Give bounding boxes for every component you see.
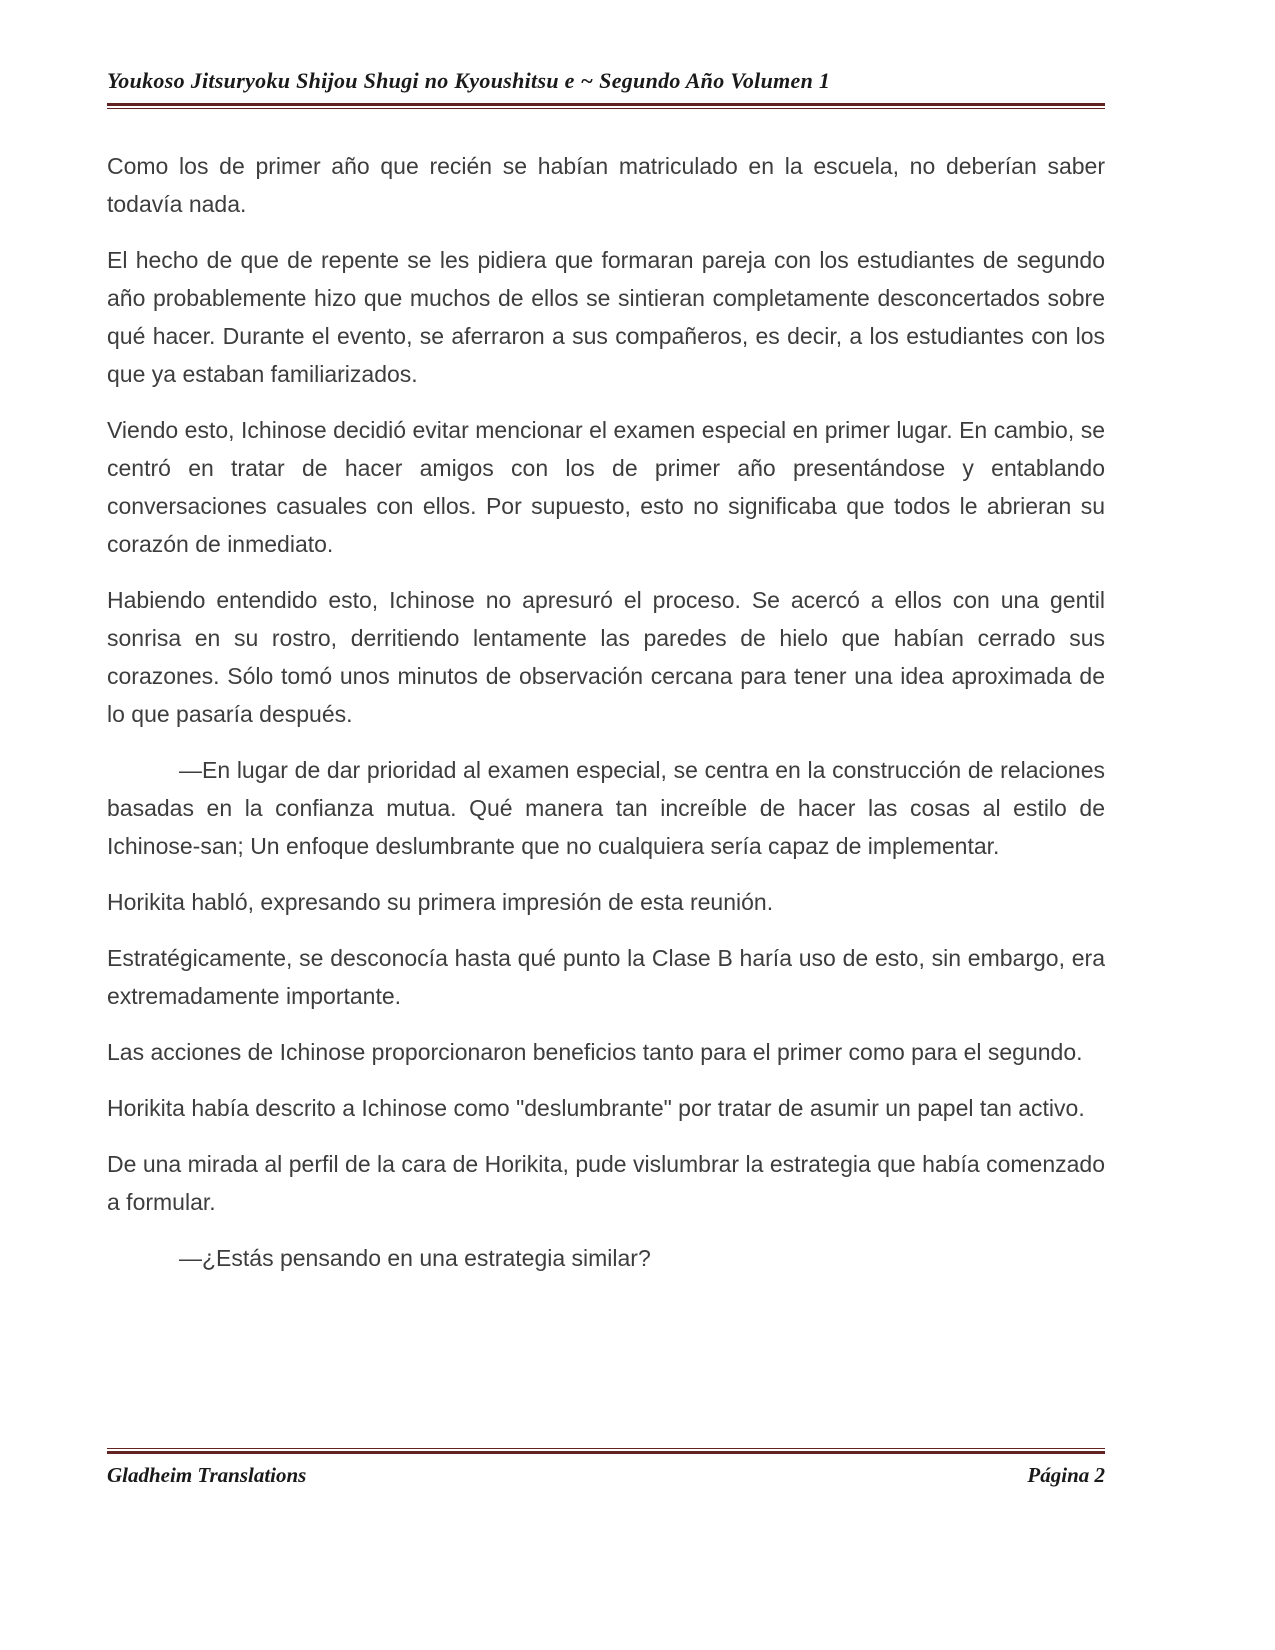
page-header [107, 68, 1105, 109]
paragraph-9: Horikita había descrito a Ichinose como "deslumbrante" por tratar de asumir un papel tan activo. [107, 1095, 1085, 1121]
footer-translator-credit: Gladheim Translations [107, 1463, 307, 1487]
page-footer [107, 1448, 1105, 1488]
footer-rule-divider [107, 1448, 1105, 1454]
paragraph-3: Viendo esto, Ichinose decidió evitar mencionar el examen especial en primer lugar. En cambio, se centró en tratar de hacer amigos con los de primer año presentándose y entablando conversaciones casuales con ellos. Por supuesto, esto no significaba que todos le abrieran su corazón de inmediato. [107, 417, 1105, 557]
document-body [107, 147, 1105, 1277]
paragraph-2: El hecho de que de repente se les pidiera que formaran pareja con los estudiantes de segundo año probablemente hizo que muchos de ellos se sintieran completamente desconcertados sobre qué hacer. Durante el evento, se aferraron a sus compañeros, es decir, a los estudiantes con los que ya estaban familiarizados. [107, 247, 1105, 387]
paragraph-5-dialogue: —En lugar de dar prioridad al examen especial, se centra en la construcción de relaciones basadas en la confianza mutua. Qué manera tan increíble de hacer las cosas al estilo de Ichinose-san; Un enfoque deslumbrante que no cualquiera sería capaz de implementar. [107, 757, 1105, 859]
header-title: Youkoso Jitsuryoku Shijou Shugi no Kyoushitsu e ~ Segundo Año Volumen 1 [107, 68, 831, 93]
paragraph-8: Las acciones de Ichinose proporcionaron beneficios tanto para el primer como para el segundo. [107, 1039, 1083, 1065]
paragraph-6: Horikita habló, expresando su primera impresión de esta reunión. [107, 889, 774, 915]
footer-page-number: Página 2 [1027, 1463, 1105, 1487]
paragraph-4: Habiendo entendido esto, Ichinose no apresuró el proceso. Se acercó a ellos con una gentil sonrisa en su rostro, derritiendo lentamente las paredes de hielo que habían cerrado sus corazones. Sólo tomó unos minutos de observación cercana para tener una idea aproximada de lo que pasaría después. [107, 587, 1105, 727]
paragraph-10: De una mirada al perfil de la cara de Horikita, pude vislumbrar la estrategia que había comenzado a formular. [107, 1151, 1105, 1215]
paragraph-7: Estratégicamente, se desconocía hasta qué punto la Clase B haría uso de esto, sin embargo, era extremadamente importante. [107, 945, 1105, 1009]
paragraph-11-dialogue: —¿Estás pensando en una estrategia similar? [179, 1245, 651, 1271]
footer-row [107, 1463, 1105, 1488]
header-rule-divider [107, 103, 1105, 109]
paragraph-1: Como los de primer año que recién se habían matriculado en la escuela, no deberían saber todavía nada. [107, 153, 1105, 217]
